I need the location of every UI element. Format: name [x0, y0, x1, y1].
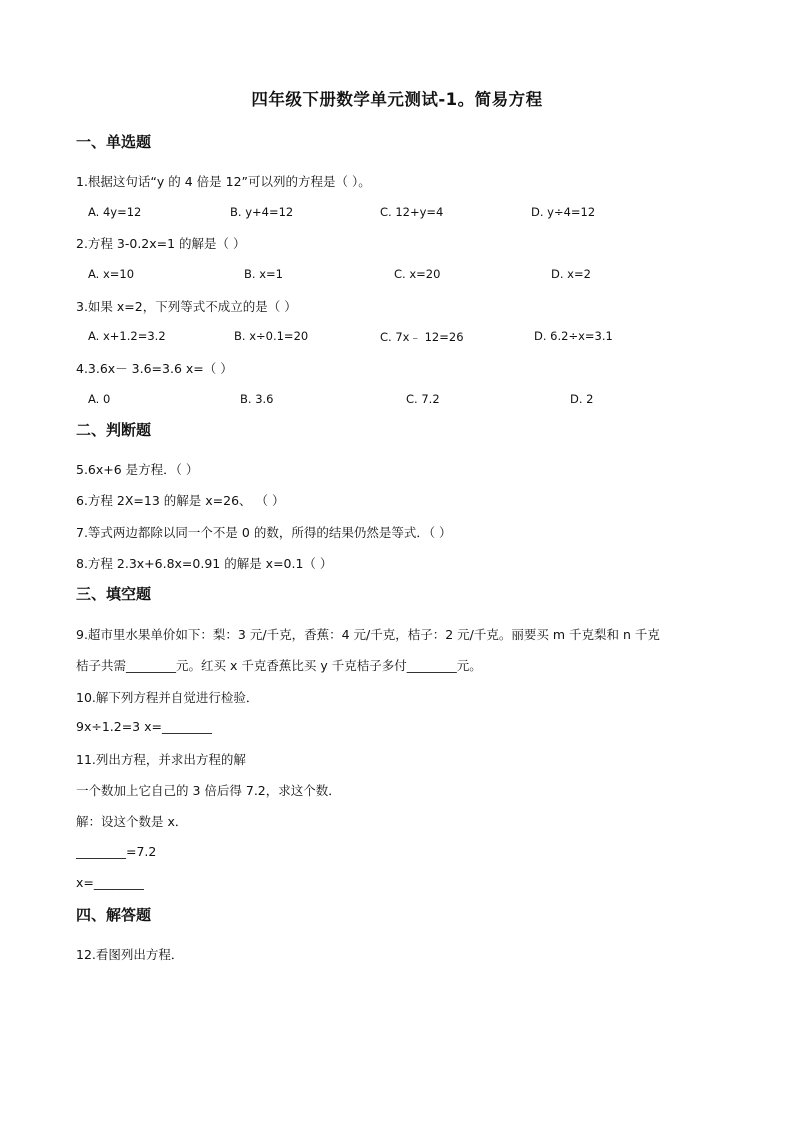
- page-title: 四年级下册数学单元测试-1。简易方程: [251, 90, 543, 109]
- question-2-option-d: D. x=2: [551, 267, 591, 281]
- question-6: 6.方程 2X=13 的解是 x=26、 （ ）: [76, 493, 285, 508]
- question-11-answer: x=________: [76, 875, 144, 890]
- question-10: 10.解下列方程并自觉进行检验．: [76, 690, 259, 705]
- question-8: 8.方程 2.3x+6.8x=0.91 的解是 x=0.1（ ）: [76, 556, 333, 571]
- section-heading-true-false: 二、判断题: [76, 421, 152, 439]
- question-9-line-1: 9.超市里水果单价如下：梨：3 元/千克，香蕉：4 元/千克，桔子：2 元/千克。丽要买 m 千克梨和 n 千克: [76, 627, 660, 642]
- question-4-option-a: A. 0: [88, 392, 111, 406]
- question-4-option-b: B. 3.6: [240, 392, 274, 406]
- question-12: 12.看图列出方程．: [76, 947, 184, 962]
- section-heading-single-choice: 一、单选题: [76, 133, 152, 151]
- question-3-option-d: D. 6.2÷x=3.1: [534, 329, 613, 343]
- question-9-line-2: 桔子共需________元。红买 x 千克香蕉比买 y 千克桔子多付________元。: [76, 658, 482, 673]
- question-1: 1.根据这句话“y 的 4 倍是 12”可以列的方程是（ ）。: [76, 174, 371, 189]
- question-1-option-c: C. 12+y=4: [380, 205, 444, 219]
- question-2-option-b: B. x=1: [244, 267, 283, 281]
- question-2-option-c: C. x=20: [394, 267, 441, 281]
- question-11: 11.列出方程，并求出方程的解: [76, 752, 246, 767]
- question-11-setup: 解：设这个数是 x．: [76, 814, 188, 829]
- question-2: 2.方程 3-0.2x=1 的解是（ ）: [76, 236, 246, 251]
- question-11-statement: 一个数加上它自己的 3 倍后得 7.2，求这个数．: [76, 783, 341, 798]
- question-3-option-c: C. 7x﹣ 12=26: [380, 330, 464, 344]
- question-1-option-b: B. y+4=12: [230, 205, 294, 219]
- question-11-equation: ________=7.2: [76, 844, 157, 859]
- question-5: 5.6x+6 是方程．（ ）: [76, 462, 199, 477]
- question-1-option-a: A. 4y=12: [88, 205, 142, 219]
- question-10-equation: 9x÷1.2=3 x=________: [76, 719, 212, 734]
- question-3-option-b: B. x÷0.1=20: [234, 329, 309, 343]
- question-1-option-d: D. y÷4=12: [531, 205, 596, 219]
- section-heading-problem-solving: 四、解答题: [76, 906, 152, 924]
- question-3-option-a: A. x+1.2=3.2: [88, 329, 166, 343]
- section-heading-fill-blank: 三、填空题: [76, 585, 152, 603]
- question-4-option-c: C. 7.2: [406, 392, 440, 406]
- question-4-option-d: D. 2: [570, 392, 594, 406]
- question-7: 7.等式两边都除以同一个不是 0 的数，所得的结果仍然是等式．（ ）: [76, 525, 452, 540]
- question-4: 4.3.6x－ 3.6=3.6 x=（ ）: [76, 361, 233, 376]
- question-2-option-a: A. x=10: [88, 267, 135, 281]
- question-3: 3.如果 x=2，下列等式不成立的是（ ）: [76, 299, 297, 314]
